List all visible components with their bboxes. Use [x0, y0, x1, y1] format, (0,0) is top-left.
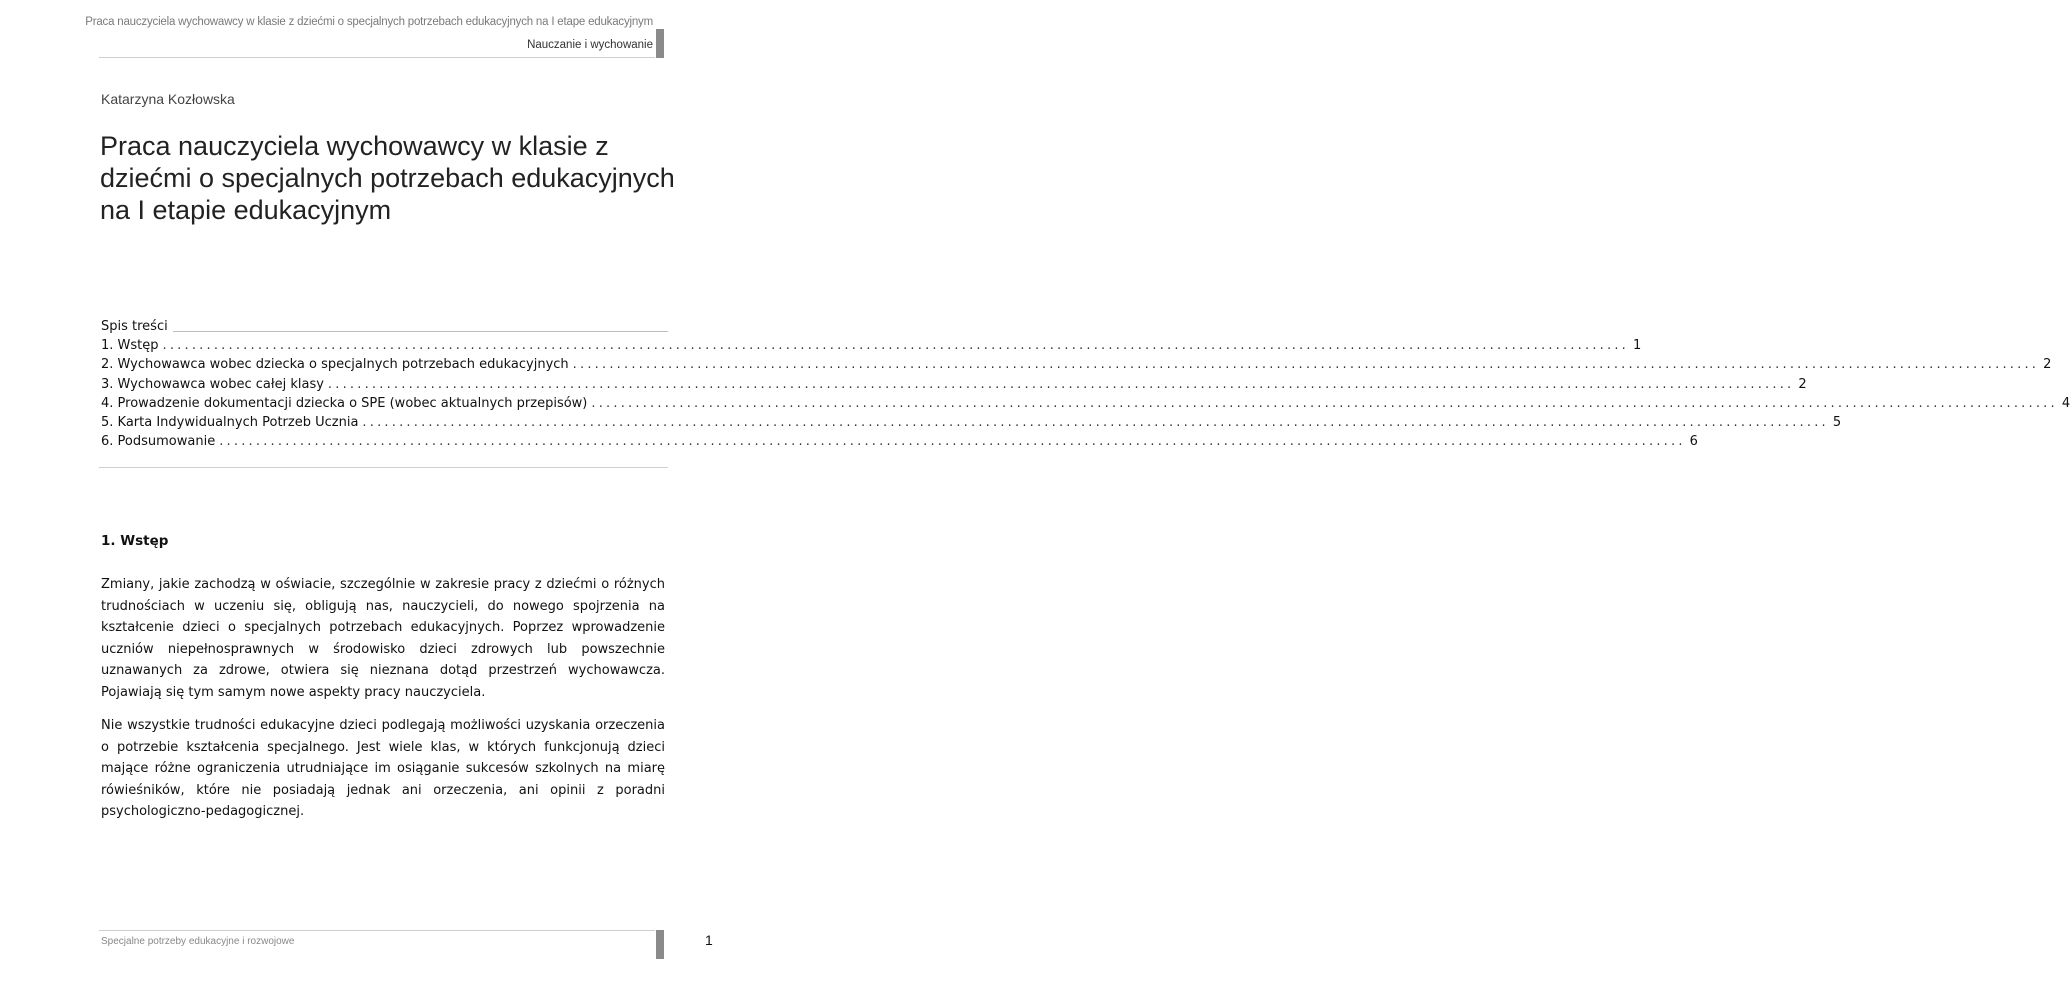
toc-item-page: 2 [1798, 376, 1807, 392]
toc-item-label: 5. Karta Indywidualnych Potrzeb Ucznia [101, 415, 359, 431]
toc-item-label: 4. Prowadzenie dokumentacji dziecka o SPE (wobec aktualnych przepisów) [101, 395, 588, 411]
footer-rule [99, 930, 655, 931]
toc-item-2[interactable] [101, 357, 2052, 376]
toc-leader: ........................................................................................................................................................................................................ [591, 395, 2058, 411]
paragraph: Zmiany, jakie zachodzą w oświacie, szczególnie w zakresie pracy z dziećmi o różnych trudnościach w uczeniu się, obligują nas, nauczycieli, do nowego spojrzenia na kształcenie dzieci o specjalnych potrzebach edukacyjnych. Poprzez wprowadzenie uczniów niepełnosprawnych w środowisko dzieci zdrowych lub powszechnie uznawanych za zdrowe, otwiera się nieznana dotąd przestrzeń wychowawcza. Pojawiają się tym samym nowe aspekty pracy nauczyciela. [101, 577, 665, 700]
toc-leader: ........................................................................................................................................................................................................ [362, 415, 1829, 431]
toc-item-5[interactable] [101, 415, 1842, 434]
header-rule [99, 57, 655, 58]
toc-bottom-rule [99, 467, 668, 468]
toc-item-label: 2. Wychowawca wobec dziecka o specjalnych potrzebach edukacyjnych [101, 357, 569, 373]
section-heading: 1. Wstęp [101, 533, 169, 549]
header-bar [656, 29, 664, 58]
toc-leader: ........................................................................................................................................................................................................ [572, 357, 2040, 373]
toc-leader: ........................................................................................................................................................................................................ [327, 376, 1795, 392]
toc-item-label: 3. Wychowawca wobec całej klasy [101, 376, 324, 392]
toc-item-6[interactable] [101, 434, 1698, 453]
toc-item-page: 1 [1632, 338, 1642, 353]
toc-item-page: 2 [2043, 357, 2052, 373]
table-of-contents [101, 338, 2070, 454]
toc-item-label: 1. Wstęp [101, 338, 159, 353]
toc-item-page: 6 [1689, 434, 1698, 450]
page-number: 1 [705, 932, 713, 948]
toc-item-4[interactable] [101, 395, 2070, 415]
toc-item-3[interactable] [101, 376, 1807, 396]
footer-text: Specjalne potrzeby edukacyjne i rozwojowe [101, 936, 295, 947]
document-title: Praca nauczyciela wychowawcy w klasie z dziećmi o specjalnych potrzebach edukacyjnych na I etapie edukacyjnym [100, 131, 675, 225]
toc-top-rule [173, 331, 668, 332]
running-section: Nauczanie i wychowanie [527, 39, 653, 51]
paragraph: Nie wszystkie trudności edukacyjne dzieci podlegają możliwości uzyskania orzeczenia o potrzebie kształcenia specjalnego. Jest wiele klas, w których funkcjonują dzieci mające różne ograniczenia utrudniające im osiąganie sukcesów szkolnych na miarę rówieśników, które nie posiadają jednak ani orzeczenia, ani opinii z poradni psychologiczno-pedagogicznej. [101, 718, 665, 819]
running-title: Praca nauczyciela wychowawcy w klasie z dziećmi o specjalnych potrzebach edukacyjnych na I etape edukacyjnym [85, 16, 653, 28]
toc-leader: ........................................................................................................................................................................................................ [162, 338, 1629, 353]
toc-item-1[interactable] [101, 338, 1642, 357]
toc-item-label: 6. Podsumowanie [101, 434, 216, 450]
toc-leader: ........................................................................................................................................................................................................ [219, 434, 1686, 450]
toc-heading: Spis treści [101, 319, 168, 334]
toc-item-page: 5 [1832, 415, 1842, 431]
toc-item-page: 4 [2061, 395, 2070, 411]
author: Katarzyna Kozłowska [101, 91, 235, 107]
footer-bar [656, 930, 664, 959]
